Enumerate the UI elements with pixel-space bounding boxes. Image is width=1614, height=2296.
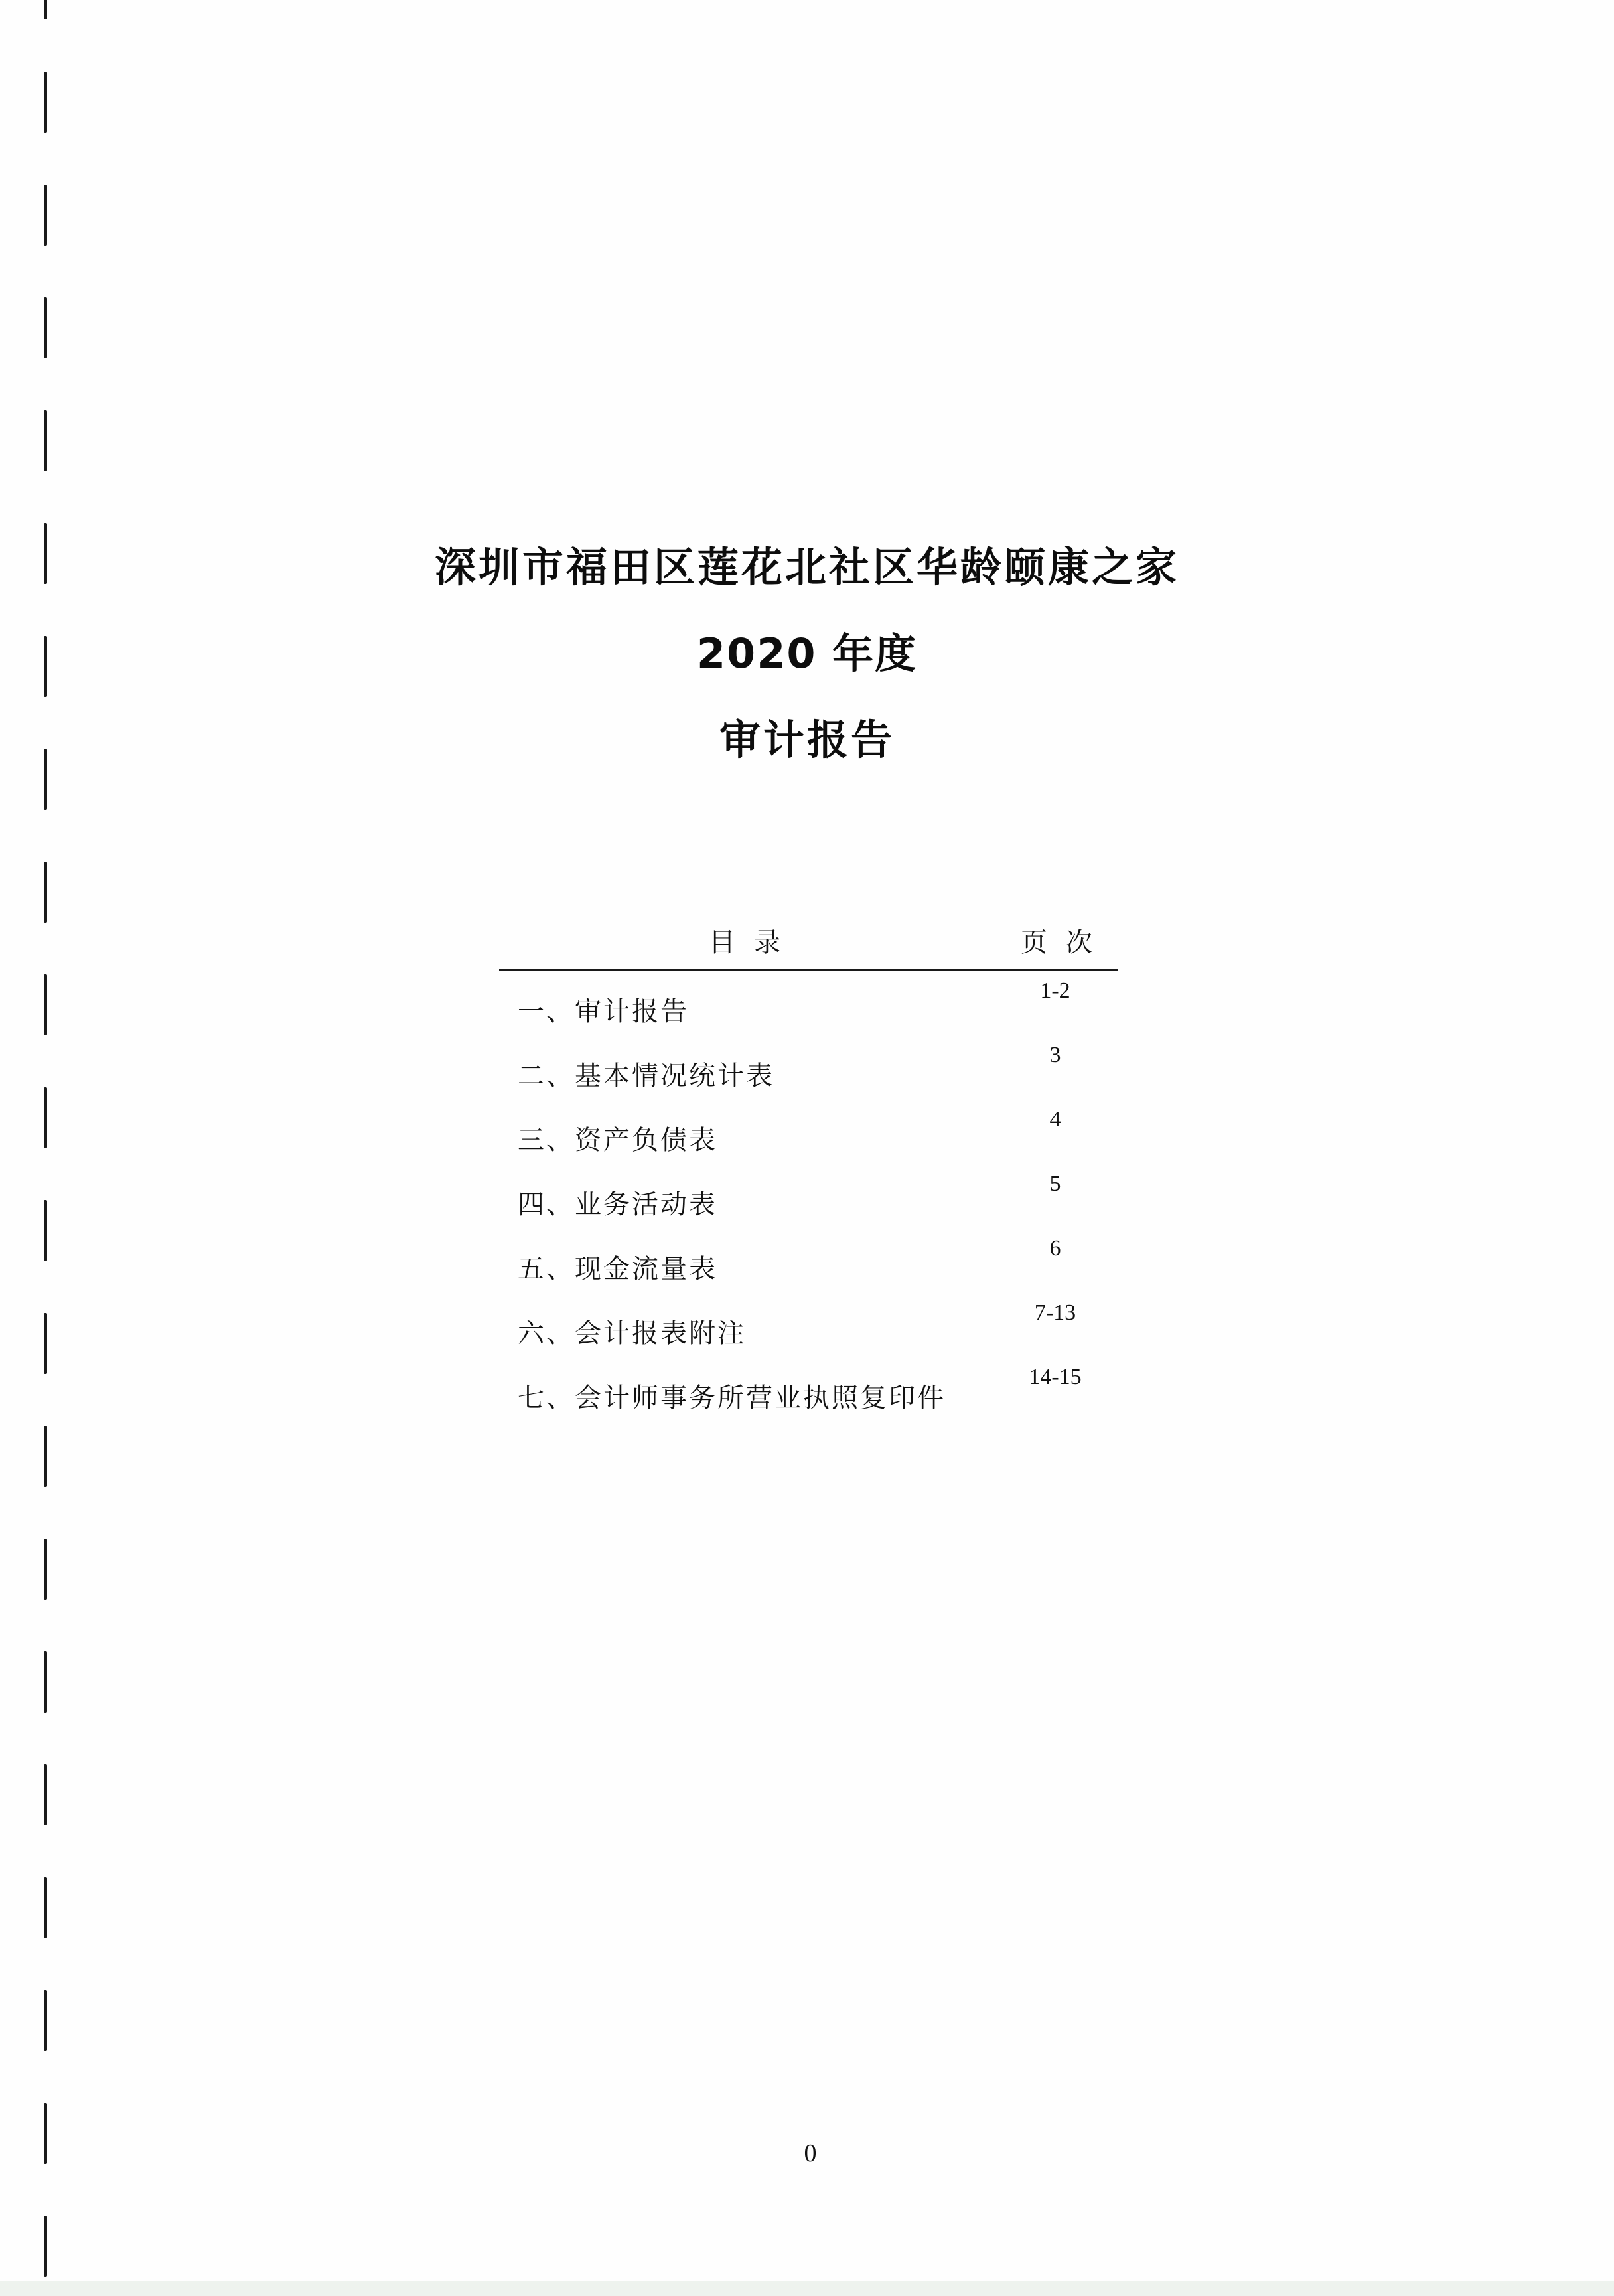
- binding-mark: [44, 1990, 47, 2051]
- binding-mark: [44, 1539, 47, 1600]
- document-title-report: 审计报告: [719, 716, 895, 764]
- binding-mark: [44, 1426, 47, 1487]
- toc-item-label: 六、会计报表附注: [518, 1318, 746, 1349]
- toc-item: [0, 1365, 1614, 1416]
- toc-header-contents: 目录: [709, 927, 799, 958]
- toc-item-page: 1-2: [1040, 978, 1070, 1003]
- toc-item-label: 五、现金流量表: [518, 1254, 717, 1284]
- toc-item: [0, 1236, 1614, 1288]
- toc-item: [0, 1300, 1614, 1352]
- binding-mark: [44, 297, 47, 358]
- binding-mark: [44, 862, 47, 923]
- toc-header-page: 页次: [1021, 927, 1111, 958]
- document-title-org: 深圳市福田区莲花北社区华龄颐康之家: [434, 543, 1179, 591]
- toc-item-label: 四、业务活动表: [518, 1189, 717, 1220]
- binding-mark: [44, 1877, 47, 1938]
- toc-item: [0, 1107, 1614, 1159]
- page-number: 0: [804, 2139, 817, 2167]
- binding-mark: [44, 410, 47, 471]
- toc-item: [0, 978, 1614, 1030]
- toc-item-label: 二、基本情况统计表: [518, 1061, 774, 1091]
- toc-item-label: 七、会计师事务所营业执照复印件: [518, 1383, 946, 1413]
- toc-item: [0, 1172, 1614, 1223]
- binding-mark: [44, 0, 47, 19]
- binding-mark: [44, 72, 47, 133]
- toc-item-label: 一、审计报告: [518, 996, 689, 1027]
- document-title-year: 2020 年度: [696, 629, 918, 678]
- toc-divider: [499, 969, 1118, 971]
- scan-edge: [0, 2281, 1614, 2296]
- toc-item-page: 7-13: [1034, 1300, 1076, 1325]
- binding-mark: [44, 1651, 47, 1713]
- toc-item-page: 5: [1049, 1172, 1061, 1196]
- toc-item-label: 三、资产负债表: [518, 1125, 717, 1156]
- toc-item: [0, 1043, 1614, 1095]
- toc-item-page: 4: [1049, 1107, 1061, 1132]
- binding-mark: [44, 2216, 47, 2277]
- toc-item-page: 6: [1049, 1236, 1061, 1261]
- binding-mark: [44, 1764, 47, 1825]
- toc-item-page: 14-15: [1029, 1365, 1082, 1389]
- toc-item-page: 3: [1049, 1043, 1061, 1067]
- binding-mark: [44, 185, 47, 246]
